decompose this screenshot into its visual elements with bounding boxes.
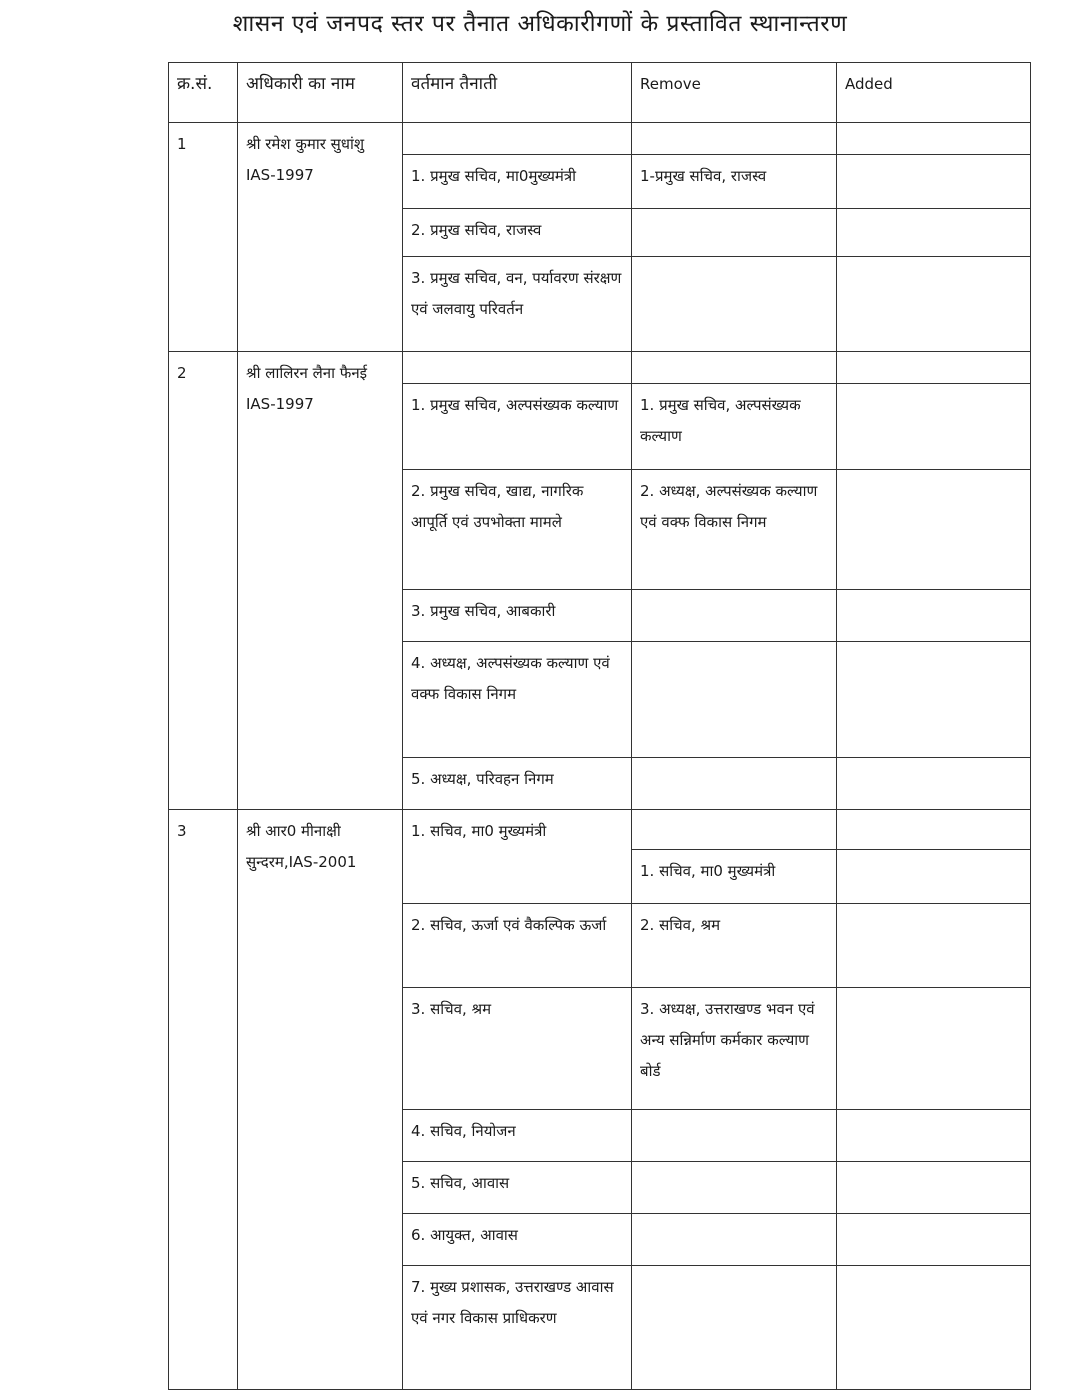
posting-cell [403,352,632,384]
posting-cell: 3. प्रमुख सचिव, वन, पर्यावरण संरक्षण एवं जलवायु परिवर्तन [403,257,632,352]
posting-cell: 6. आयुक्त, आवास [403,1214,632,1266]
remove-cell [632,642,837,758]
remove-cell [632,123,837,155]
posting-cell: 1. प्रमुख सचिव, अल्पसंख्यक कल्याण [403,384,632,470]
posting-cell: 4. सचिव, नियोजन [403,1110,632,1162]
posting-cell: 4. अध्यक्ष, अल्पसंख्यक कल्याण एवं वक्फ विकास निगम [403,642,632,758]
header-current-posting: वर्तमान तैनाती [403,63,632,123]
posting-cell: 1. प्रमुख सचिव, मा0मुख्यमंत्री [403,155,632,209]
remove-cell: 1. प्रमुख सचिव, अल्पसंख्यक कल्याण [632,384,837,470]
remove-cell [632,1110,837,1162]
transfer-table [168,62,1031,1390]
header-serial-number: क्र.सं. [169,63,238,123]
table-row [169,810,1031,850]
officer-name-cell [238,123,403,352]
added-cell [837,590,1031,642]
serial-number-cell: 2 [169,352,238,810]
added-cell [837,1162,1031,1214]
header-remove: Remove [632,63,837,123]
remove-cell [632,209,837,257]
remove-cell [632,352,837,384]
serial-number-cell: 3 [169,810,238,1390]
posting-cell: 3. प्रमुख सचिव, आबकारी [403,590,632,642]
added-cell [837,155,1031,209]
added-cell [837,988,1031,1110]
added-cell [837,1214,1031,1266]
added-cell [837,123,1031,155]
added-cell [837,352,1031,384]
serial-number-cell: 1 [169,123,238,352]
added-cell [837,642,1031,758]
remove-cell: 2. अध्यक्ष, अल्पसंख्यक कल्याण एवं वक्फ विकास निगम [632,470,837,590]
remove-cell [632,257,837,352]
added-cell [837,1266,1031,1390]
officer-name-cell: श्री लालिरन लैना फैनई IAS-1997 [238,352,403,810]
added-cell [837,470,1031,590]
posting-cell: 7. मुख्य प्रशासक, उत्तराखण्ड आवास एवं नगर विकास प्राधिकरण [403,1266,632,1390]
added-cell [837,209,1031,257]
officer-name-cell: श्री आर0 मीनाक्षी सुन्दरम,IAS-2001 [238,810,403,1390]
added-cell [837,1110,1031,1162]
remove-cell: 1. सचिव, मा0 मुख्यमंत्री [632,850,837,904]
remove-cell: 1-प्रमुख सचिव, राजस्व [632,155,837,209]
page-title: शासन एवं जनपद स्तर पर तैनात अधिकारीगणों के प्रस्तावित स्थानान्तरण [232,11,848,37]
added-cell [837,850,1031,904]
posting-cell: 3. सचिव, श्रम [403,988,632,1110]
remove-cell [632,1162,837,1214]
table-header-row [169,63,1031,123]
remove-cell [632,810,837,850]
officer-batch: IAS-1997 [246,166,314,184]
posting-cell: 2. प्रमुख सचिव, राजस्व [403,209,632,257]
header-added: Added [837,63,1031,123]
added-cell [837,384,1031,470]
table-row [169,123,1031,155]
added-cell [837,904,1031,988]
posting-cell: 2. प्रमुख सचिव, खाद्य, नागरिक आपूर्ति एवं उपभोक्ता मामले [403,470,632,590]
table-row [169,352,1031,384]
remove-cell [632,758,837,810]
header-officer-name: अधिकारी का नाम [238,63,403,123]
posting-cell: 5. अध्यक्ष, परिवहन निगम [403,758,632,810]
added-cell [837,810,1031,850]
remove-cell [632,1214,837,1266]
posting-cell: 1. सचिव, मा0 मुख्यमंत्री [403,810,632,904]
remove-cell [632,590,837,642]
posting-cell: 5. सचिव, आवास [403,1162,632,1214]
officer-name: श्री रमेश कुमार सुधांशु [246,135,365,153]
added-cell [837,758,1031,810]
added-cell [837,257,1031,352]
remove-cell: 2. सचिव, श्रम [632,904,837,988]
posting-cell [403,123,632,155]
posting-cell: 2. सचिव, ऊर्जा एवं वैकल्पिक ऊर्जा [403,904,632,988]
remove-cell [632,1266,837,1390]
remove-cell: 3. अध्यक्ष, उत्तराखण्ड भवन एवं अन्य सन्निर्माण कर्मकार कल्याण बोर्ड [632,988,837,1110]
